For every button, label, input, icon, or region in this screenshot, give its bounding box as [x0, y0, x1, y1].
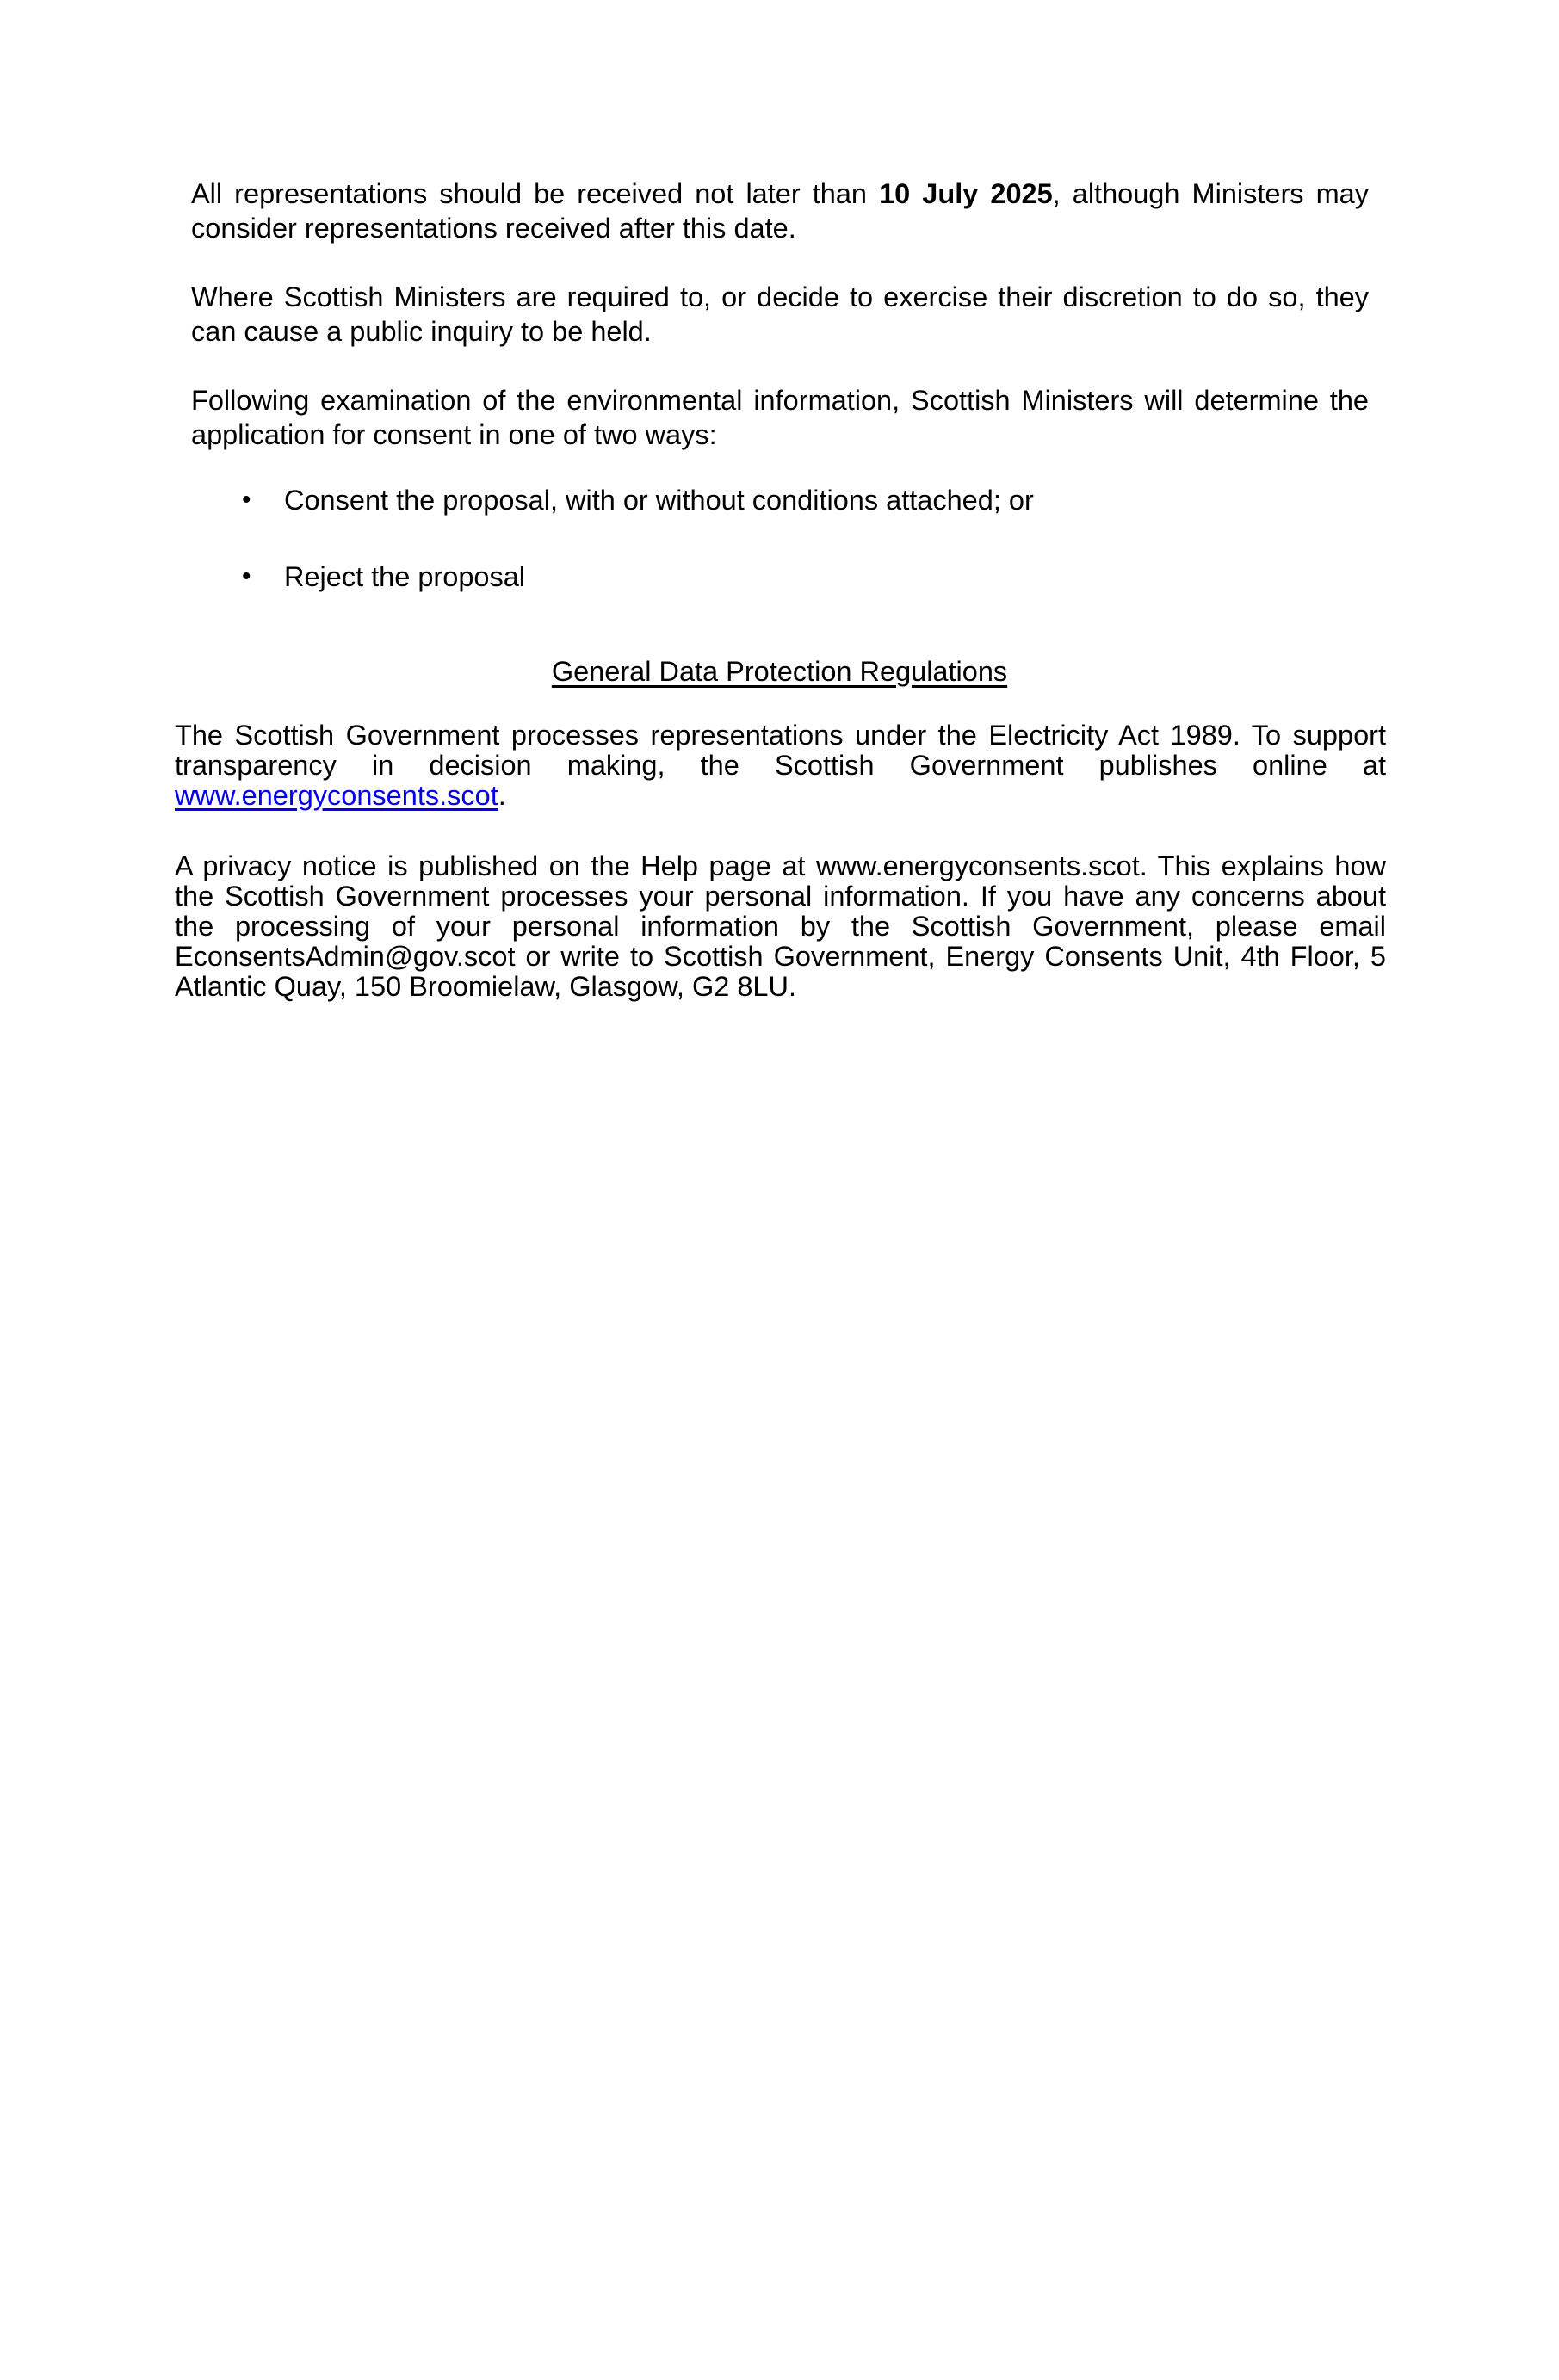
paragraph-gdpr-intro — [175, 720, 1386, 811]
list-item-consent — [242, 483, 1369, 517]
gdpr-intro-period: . — [498, 780, 506, 811]
list-item-text: Reject the proposal — [284, 561, 526, 592]
gdpr-intro-text: The Scottish Government processes representations under the Electricity Act 1989. To support transparency in decision making, the Scottish Government publishes online at — [175, 720, 1386, 781]
paragraph-deadline — [191, 176, 1369, 245]
energyconsents-link[interactable]: www.energyconsents.scot — [175, 780, 498, 811]
paragraph-determination: Following examination of the environmental information, Scottish Ministers will determine the application for consent in one of two ways: — [191, 385, 1369, 450]
deadline-text-after: , although Ministers may consider representations received after this date. — [191, 178, 1369, 244]
deadline-text-before: All representations should be received not later than — [191, 178, 880, 209]
bullet-icon: • — [242, 485, 251, 514]
gdpr-section-heading: General Data Protection Regulations — [551, 656, 1008, 687]
list-item-reject — [242, 559, 1369, 594]
list-item-text: Consent the proposal, with or without conditions attached; or — [284, 485, 1034, 516]
paragraph-privacy-notice: A privacy notice is published on the Help page at www.energyconsents.scot. This explains how the Scottish Government processes your personal information. If you have any concerns about the processing of your personal information by the Scottish Government, please email EconsentsAdmin@gov.scot or write to Scottish Government, Energy Consents Unit, 4th Floor, 5 Atlantic Quay, 150 Broomielaw, Glasgow, G2 8LU. — [175, 850, 1386, 1002]
deadline-date-bold: 10 July 2025 — [879, 178, 1053, 209]
document-page — [0, 176, 1559, 2380]
bullet-icon: • — [242, 562, 251, 590]
paragraph-public-inquiry: Where Scottish Ministers are required to, or decide to exercise their discretion to do so, they can cause a public inquiry to be held. — [191, 281, 1369, 347]
